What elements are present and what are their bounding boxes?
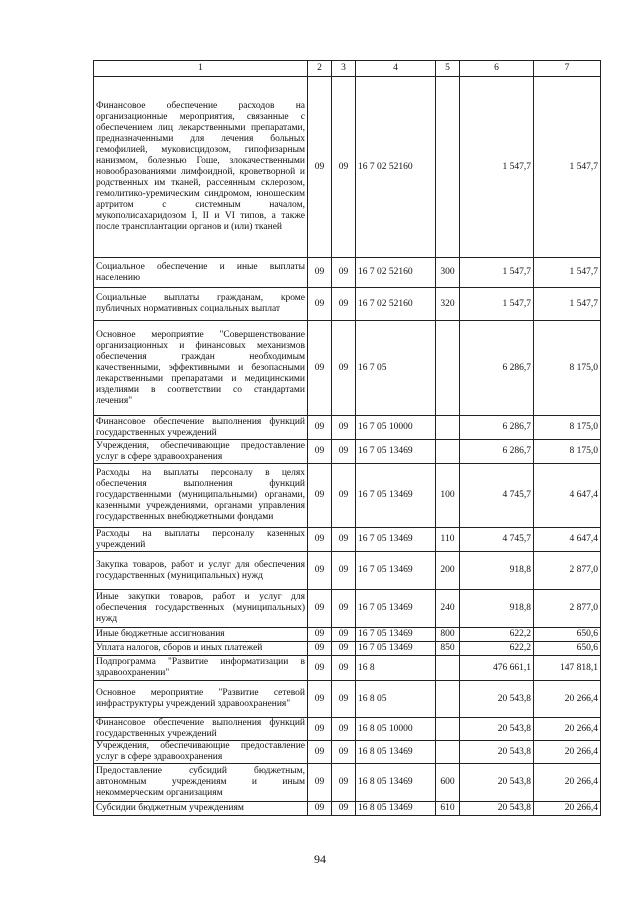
row-amount-year-2: 1 547,7: [534, 288, 601, 321]
row-subsection: 09: [332, 802, 356, 816]
row-target-article: 16 7 05 10000: [356, 416, 436, 440]
row-amount-year-1: 6 286,7: [460, 416, 534, 440]
row-amount-year-2: 8 175,0: [534, 321, 601, 416]
row-name: Иные закупки товаров, работ и услуг для обеспечения государственных (муниципальных) нужд: [94, 590, 308, 628]
row-section: 09: [308, 656, 332, 681]
row-target-article: 16 8: [356, 656, 436, 681]
row-name: Уплата налогов, сборов и иных платежей: [94, 642, 308, 656]
row-amount-year-2: 20 266,4: [534, 718, 601, 741]
row-amount-year-1: 20 543,8: [460, 802, 534, 816]
row-amount-year-2: 4 647,4: [534, 464, 601, 528]
row-subsection: 09: [332, 258, 356, 288]
header-col-5: 5: [436, 61, 460, 77]
row-amount-year-2: 1 547,7: [534, 77, 601, 258]
row-expense-type: [436, 718, 460, 741]
row-subsection: 09: [332, 718, 356, 741]
row-target-article: 16 8 05 10000: [356, 718, 436, 741]
table-row: [94, 528, 601, 552]
row-name: Расходы на выплаты персоналу в целях обеспечения выполнения функций государственными (муниципальными) органами, казенными учреждениями, органами управления государственных внебюджетными фондами: [94, 464, 308, 528]
row-section: 09: [308, 416, 332, 440]
row-expense-type: 850: [436, 642, 460, 656]
row-amount-year-1: 918,8: [460, 552, 534, 590]
row-name: Социальное обеспечение и иные выплаты населению: [94, 258, 308, 288]
row-name: Предоставление субсидий бюджетным, автономным учреждениям и иным некоммерческим организациям: [94, 764, 308, 802]
row-amount-year-1: 6 286,7: [460, 440, 534, 464]
table-row: [94, 802, 601, 816]
row-expense-type: [436, 681, 460, 718]
header-col-6: 6: [460, 61, 534, 77]
row-amount-year-1: 20 543,8: [460, 718, 534, 741]
row-section: 09: [308, 802, 332, 816]
row-amount-year-1: 20 543,8: [460, 741, 534, 764]
row-expense-type: 110: [436, 528, 460, 552]
row-section: 09: [308, 741, 332, 764]
header-col-1: 1: [94, 61, 308, 77]
row-target-article: 16 7 05 13469: [356, 590, 436, 628]
row-amount-year-2: 8 175,0: [534, 440, 601, 464]
table-row: [94, 552, 601, 590]
row-amount-year-1: 622,2: [460, 642, 534, 656]
row-section: 09: [308, 764, 332, 802]
table-row: [94, 321, 601, 416]
row-amount-year-2: 2 877,0: [534, 590, 601, 628]
row-target-article: 16 7 02 52160: [356, 288, 436, 321]
row-amount-year-1: 1 547,7: [460, 288, 534, 321]
row-amount-year-1: 1 547,7: [460, 77, 534, 258]
table-row: [94, 416, 601, 440]
row-amount-year-1: 476 661,1: [460, 656, 534, 681]
row-expense-type: [436, 416, 460, 440]
row-expense-type: [436, 741, 460, 764]
table-row: [94, 464, 601, 528]
page-number: 94: [314, 852, 326, 866]
row-expense-type: 800: [436, 628, 460, 642]
row-amount-year-1: 622,2: [460, 628, 534, 642]
row-section: 09: [308, 552, 332, 590]
row-target-article: 16 7 05: [356, 321, 436, 416]
row-subsection: 09: [332, 288, 356, 321]
table-row: [94, 718, 601, 741]
row-section: 09: [308, 718, 332, 741]
row-section: 09: [308, 321, 332, 416]
row-expense-type: 200: [436, 552, 460, 590]
row-target-article: 16 7 05 13469: [356, 440, 436, 464]
row-section: 09: [308, 464, 332, 528]
row-subsection: 09: [332, 77, 356, 258]
row-amount-year-2: 650,6: [534, 642, 601, 656]
row-name: Расходы на выплаты персоналу казенных учреждений: [94, 528, 308, 552]
row-section: 09: [308, 590, 332, 628]
row-name: Финансовое обеспечение расходов на организационные мероприятия, связанные с обеспечением лиц лекарственными препаратами, предназначенными для лечения больных гемофилией, муковисцидозом, гипофизарным нанизмом, болезнью Гоше, злокачественными новообразованиями лимфоидной, кроветворной и родственных им тканей, рассеянным склерозом, гемолитико-уремическим синдромом, юношеским артритом с системным началом, мукополисахаридозом I, II и VI типов, а также после трансплантации органов и (или) тканей: [94, 77, 308, 258]
table-row: [94, 288, 601, 321]
header-col-7: 7: [534, 61, 601, 77]
table-row: [94, 642, 601, 656]
row-section: 09: [308, 440, 332, 464]
header-col-3: 3: [332, 61, 356, 77]
row-amount-year-1: 4 745,7: [460, 464, 534, 528]
budget-table: [93, 60, 601, 816]
row-section: 09: [308, 528, 332, 552]
row-subsection: 09: [332, 528, 356, 552]
table-row: [94, 681, 601, 718]
row-amount-year-2: 8 175,0: [534, 416, 601, 440]
row-expense-type: [436, 656, 460, 681]
row-target-article: 16 7 05 13469: [356, 464, 436, 528]
row-expense-type: 100: [436, 464, 460, 528]
header-col-4: 4: [356, 61, 436, 77]
row-name: Учреждения, обеспечивающие предоставление услуг в сфере здравоохранения: [94, 440, 308, 464]
row-name: Субсидии бюджетным учреждениям: [94, 802, 308, 816]
row-subsection: 09: [332, 590, 356, 628]
row-section: 09: [308, 628, 332, 642]
row-subsection: 09: [332, 741, 356, 764]
table-row: [94, 764, 601, 802]
row-subsection: 09: [332, 681, 356, 718]
row-name: Финансовое обеспечение выполнения функций государственных учреждений: [94, 416, 308, 440]
table-row: [94, 628, 601, 642]
row-subsection: 09: [332, 464, 356, 528]
row-subsection: 09: [332, 416, 356, 440]
row-amount-year-1: 1 547,7: [460, 258, 534, 288]
row-amount-year-2: 20 266,4: [534, 764, 601, 802]
table-row: [94, 258, 601, 288]
header-row: [94, 61, 601, 77]
row-target-article: 16 7 05 13469: [356, 642, 436, 656]
row-name: Подпрограмма "Развитие информатизации в здравоохранении": [94, 656, 308, 681]
row-target-article: 16 7 05 13469: [356, 628, 436, 642]
row-subsection: 09: [332, 628, 356, 642]
row-subsection: 09: [332, 642, 356, 656]
row-target-article: 16 7 02 52160: [356, 258, 436, 288]
row-amount-year-2: 20 266,4: [534, 681, 601, 718]
row-subsection: 09: [332, 440, 356, 464]
row-section: 09: [308, 77, 332, 258]
row-name: Основное мероприятие "Развитие сетевой инфраструктуры учреждений здравоохранения": [94, 681, 308, 718]
table-row: [94, 741, 601, 764]
row-expense-type: 240: [436, 590, 460, 628]
row-name: Иные бюджетные ассигнования: [94, 628, 308, 642]
row-section: 09: [308, 258, 332, 288]
table-row: [94, 656, 601, 681]
row-expense-type: 600: [436, 764, 460, 802]
row-subsection: 09: [332, 656, 356, 681]
row-amount-year-1: 20 543,8: [460, 764, 534, 802]
row-target-article: 16 7 05 13469: [356, 552, 436, 590]
row-expense-type: [436, 440, 460, 464]
table-row: [94, 440, 601, 464]
row-target-article: 16 8 05 13469: [356, 764, 436, 802]
row-amount-year-2: 147 818,1: [534, 656, 601, 681]
row-amount-year-1: 20 543,8: [460, 681, 534, 718]
row-expense-type: [436, 77, 460, 258]
row-section: 09: [308, 642, 332, 656]
row-target-article: 16 8 05 13469: [356, 802, 436, 816]
row-subsection: 09: [332, 321, 356, 416]
row-expense-type: 300: [436, 258, 460, 288]
table-row: [94, 590, 601, 628]
row-name: Финансовое обеспечение выполнения функций государственных учреждений: [94, 718, 308, 741]
row-amount-year-2: 650,6: [534, 628, 601, 642]
row-target-article: 16 8 05 13469: [356, 741, 436, 764]
row-target-article: 16 7 05 13469: [356, 528, 436, 552]
row-amount-year-1: 4 745,7: [460, 528, 534, 552]
row-amount-year-1: 6 286,7: [460, 321, 534, 416]
row-amount-year-2: 20 266,4: [534, 741, 601, 764]
row-section: 09: [308, 681, 332, 718]
row-target-article: 16 8 05: [356, 681, 436, 718]
row-name: Учреждения, обеспечивающие предоставление услуг в сфере здравоохранения: [94, 741, 308, 764]
header-col-2: 2: [308, 61, 332, 77]
row-expense-type: [436, 321, 460, 416]
row-subsection: 09: [332, 764, 356, 802]
row-amount-year-2: 20 266,4: [534, 802, 601, 816]
row-amount-year-2: 4 647,4: [534, 528, 601, 552]
row-expense-type: 320: [436, 288, 460, 321]
row-amount-year-2: 2 877,0: [534, 552, 601, 590]
row-name: Социальные выплаты гражданам, кроме публичных нормативных социальных выплат: [94, 288, 308, 321]
row-amount-year-1: 918,8: [460, 590, 534, 628]
row-name: Основное мероприятие "Совершенствование организационных и финансовых механизмов обеспечения граждан необходимым качественными, эффективными и безопасными лекарственными препаратами и медицинскими изделиями в соответствии со стандартами лечения": [94, 321, 308, 416]
row-section: 09: [308, 288, 332, 321]
table-row: [94, 77, 601, 258]
row-amount-year-2: 1 547,7: [534, 258, 601, 288]
row-subsection: 09: [332, 552, 356, 590]
row-target-article: 16 7 02 52160: [356, 77, 436, 258]
row-expense-type: 610: [436, 802, 460, 816]
row-name: Закупка товаров, работ и услуг для обеспечения государственных (муниципальных) нужд: [94, 552, 308, 590]
